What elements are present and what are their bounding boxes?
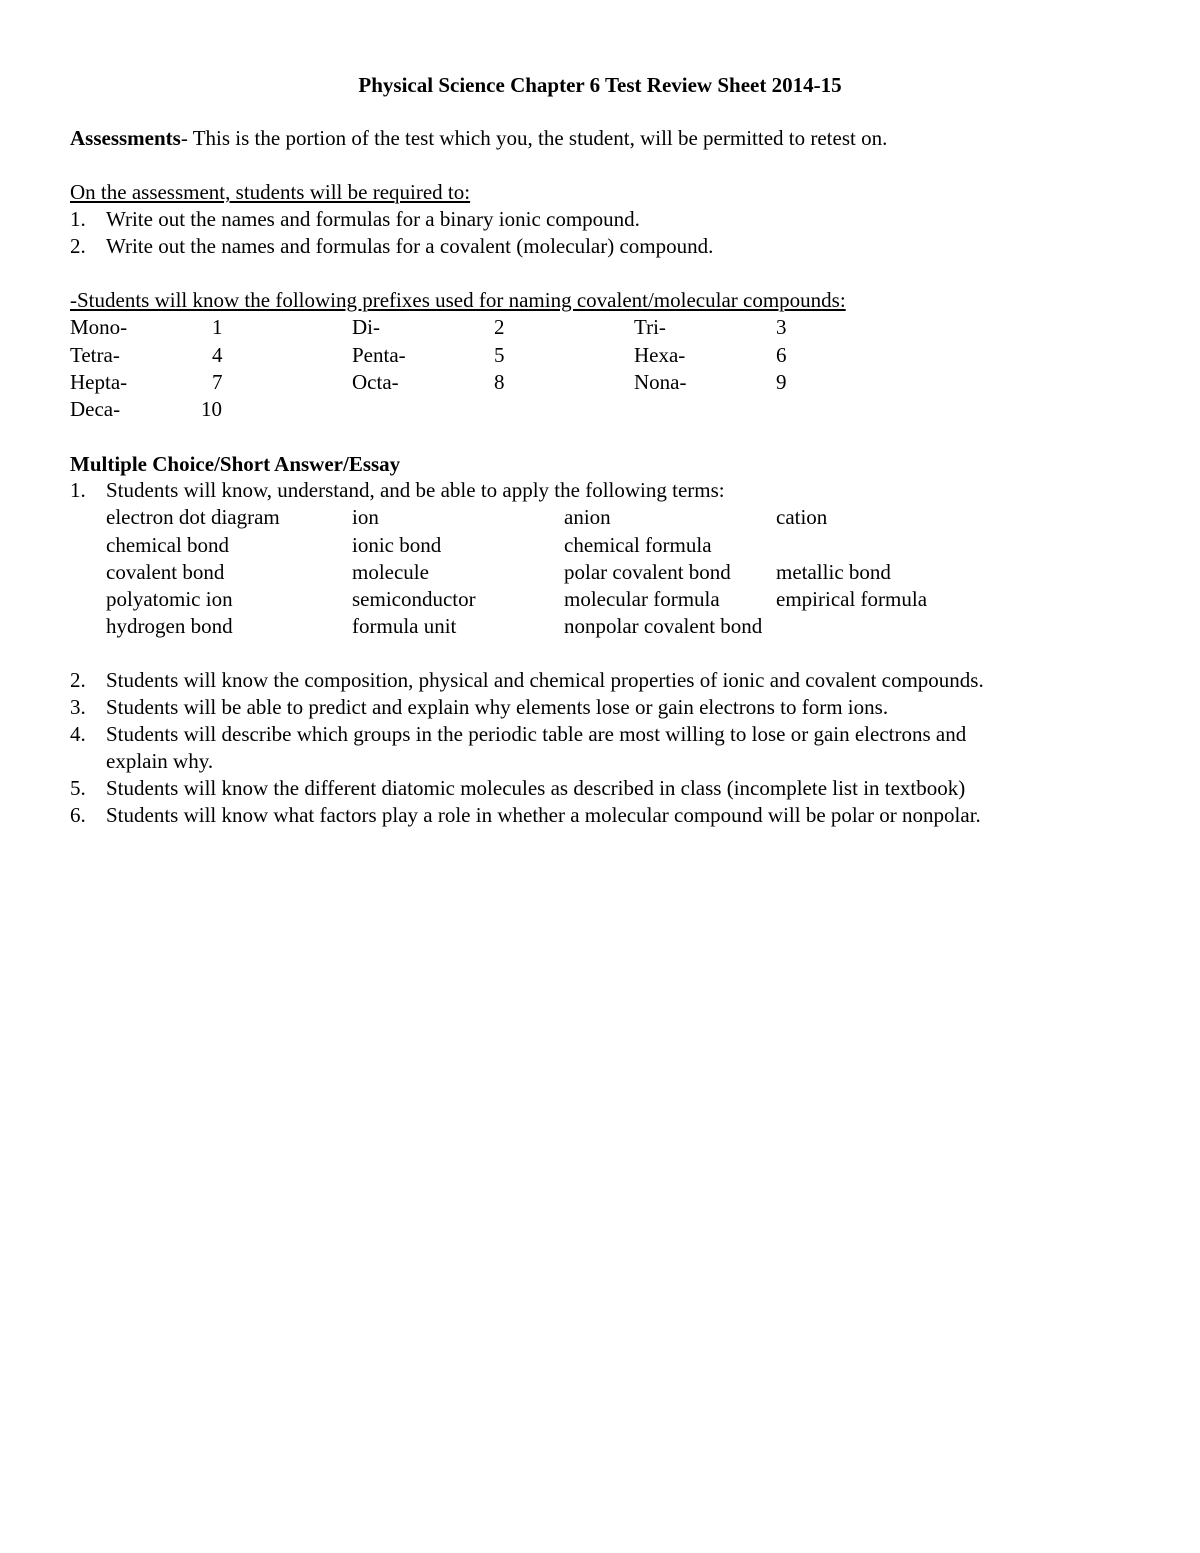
term: ionic bond bbox=[352, 533, 442, 557]
term: formula unit bbox=[352, 614, 457, 638]
prefix-number: 3 bbox=[776, 315, 787, 339]
prefix-number: 6 bbox=[776, 343, 787, 367]
term: cation bbox=[776, 505, 828, 529]
term: covalent bond bbox=[106, 560, 225, 584]
prefix-name: Penta- bbox=[352, 343, 406, 367]
assessments-label: Assessments bbox=[70, 126, 181, 150]
term: chemical bond bbox=[106, 533, 230, 557]
list-number: 1. bbox=[70, 207, 86, 231]
term: metallic bond bbox=[776, 560, 891, 584]
prefix-name: Deca- bbox=[70, 397, 121, 421]
list-number: 4. bbox=[70, 722, 86, 746]
prefix-number: 2 bbox=[494, 315, 505, 339]
prefix-number: 10 bbox=[201, 397, 222, 421]
required-heading: On the assessment, students will be required to: bbox=[70, 180, 471, 204]
term: molecular formula bbox=[564, 587, 720, 611]
list-text: Students will know the composition, physical and chemical properties of ionic and covalent compounds. bbox=[106, 668, 984, 692]
list-number: 6. bbox=[70, 803, 86, 827]
assessments-text: - This is the portion of the test which you, the student, will be permitted to retest on. bbox=[180, 126, 888, 150]
term: anion bbox=[564, 505, 611, 529]
prefix-name: Hexa- bbox=[634, 343, 686, 367]
term: polar covalent bond bbox=[564, 560, 731, 584]
term: chemical formula bbox=[564, 533, 712, 557]
prefix-name: Nona- bbox=[634, 370, 687, 394]
term: nonpolar covalent bond bbox=[564, 614, 763, 638]
prefix-name: Mono- bbox=[70, 315, 128, 339]
prefix-number: 5 bbox=[494, 343, 505, 367]
prefix-number: 1 bbox=[212, 315, 223, 339]
list-number: 2. bbox=[70, 668, 86, 692]
prefix-name: Di- bbox=[352, 315, 380, 339]
term: electron dot diagram bbox=[106, 505, 280, 529]
list-text: Students will know, understand, and be able to apply the following terms: bbox=[106, 478, 725, 502]
list-text: Students will know the different diatomic molecules as described in class (incomplete list in textbook) bbox=[106, 776, 966, 800]
list-number: 1. bbox=[70, 478, 86, 502]
prefix-name: Hepta- bbox=[70, 370, 128, 394]
term: molecule bbox=[352, 560, 429, 584]
prefix-number: 4 bbox=[212, 343, 223, 367]
term: hydrogen bond bbox=[106, 614, 233, 638]
page-title: Physical Science Chapter 6 Test Review Sheet 2014-15 bbox=[358, 73, 842, 97]
list-number: 3. bbox=[70, 695, 86, 719]
list-number: 2. bbox=[70, 234, 86, 258]
list-text: Write out the names and formulas for a binary ionic compound. bbox=[106, 207, 640, 231]
prefix-name: Tetra- bbox=[70, 343, 120, 367]
list-number: 5. bbox=[70, 776, 86, 800]
mc-heading: Multiple Choice/Short Answer/Essay bbox=[70, 452, 401, 476]
prefix-number: 9 bbox=[776, 370, 787, 394]
prefix-number: 8 bbox=[494, 370, 505, 394]
assessments-paragraph bbox=[70, 125, 887, 151]
list-text: Students will describe which groups in the periodic table are most willing to lose or gain electrons and bbox=[106, 722, 967, 746]
list-text-continued: explain why. bbox=[106, 749, 214, 773]
prefix-number: 7 bbox=[212, 370, 223, 394]
prefix-name: Tri- bbox=[634, 315, 666, 339]
list-text: Students will be able to predict and explain why elements lose or gain electrons to form ions. bbox=[106, 695, 889, 719]
term: semiconductor bbox=[352, 587, 476, 611]
prefixes-heading: -Students will know the following prefixes used for naming covalent/molecular compounds: bbox=[70, 288, 846, 312]
list-text: Write out the names and formulas for a covalent (molecular) compound. bbox=[106, 234, 714, 258]
term: polyatomic ion bbox=[106, 587, 233, 611]
prefix-name: Octa- bbox=[352, 370, 399, 394]
term: ion bbox=[352, 505, 379, 529]
term: empirical formula bbox=[776, 587, 928, 611]
list-text: Students will know what factors play a role in whether a molecular compound will be polar or nonpolar. bbox=[106, 803, 981, 827]
